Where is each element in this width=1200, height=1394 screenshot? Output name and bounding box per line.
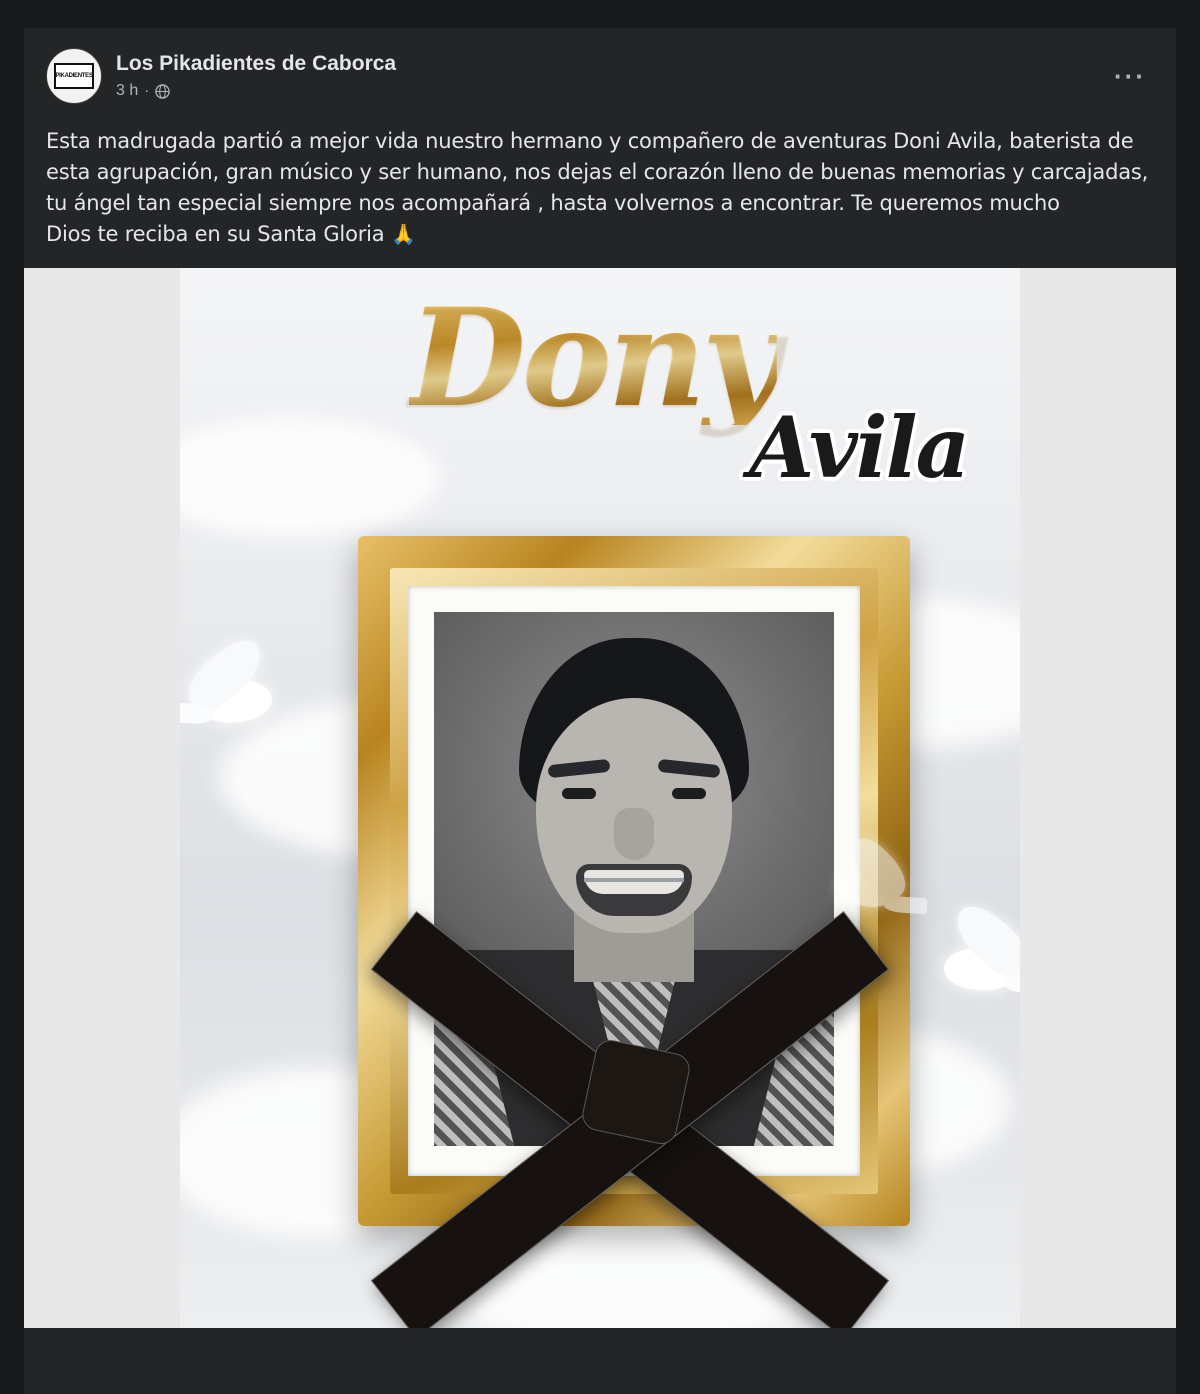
post-timestamp[interactable]: 3 h [116, 82, 139, 99]
image-right-padding [1020, 268, 1176, 1328]
meta-separator: · [144, 82, 150, 99]
portrait-eye-left [562, 788, 596, 799]
post-text-line-2-text: Dios te reciba en su Santa Gloria [46, 222, 391, 246]
memorial-poster [180, 268, 1020, 1328]
post-header [24, 28, 1176, 104]
globe-icon[interactable] [155, 84, 170, 99]
image-left-padding [24, 268, 180, 1328]
avatar[interactable] [46, 48, 102, 104]
avatar-logo: PIKADIENTES [54, 63, 94, 89]
page-name[interactable]: Los Pikadientes de Caborca [116, 52, 397, 75]
post-text-line-1: Esta madrugada partió a mejor vida nuestro hermano y compañero de aventuras Doni Avila, baterista de esta agrupación, gran músico y ser humano, nos dejas el corazón lleno de buenas memorias y carcajadas, tu ángel tan especial siempre nos acompañará , hasta volvernos a encontrar. Te queremos mucho [46, 129, 1149, 215]
poster-title-main: Dony [408, 278, 777, 437]
post-image[interactable] [24, 268, 1176, 1328]
dove-icon [942, 944, 1016, 993]
portrait-eye-right [672, 788, 706, 799]
post-text [24, 104, 1176, 268]
mourning-ribbon [350, 958, 910, 1328]
portrait-braces [584, 878, 684, 882]
post-more-options-button[interactable]: ··· [1114, 61, 1146, 91]
portrait-teeth [584, 870, 684, 894]
dove-icon [199, 675, 274, 726]
portrait-nose [614, 808, 654, 860]
post-meta [116, 82, 396, 100]
post-header-text [116, 48, 396, 100]
portrait-mouth [576, 864, 692, 916]
poster-title-sub: Avila [749, 398, 968, 497]
cloud-shape [180, 418, 440, 538]
post-text-line-2 [46, 219, 1154, 250]
facebook-post-card [24, 28, 1176, 1394]
praying-hands-icon: 🙏 [390, 222, 416, 246]
ribbon-knot [579, 1037, 692, 1147]
